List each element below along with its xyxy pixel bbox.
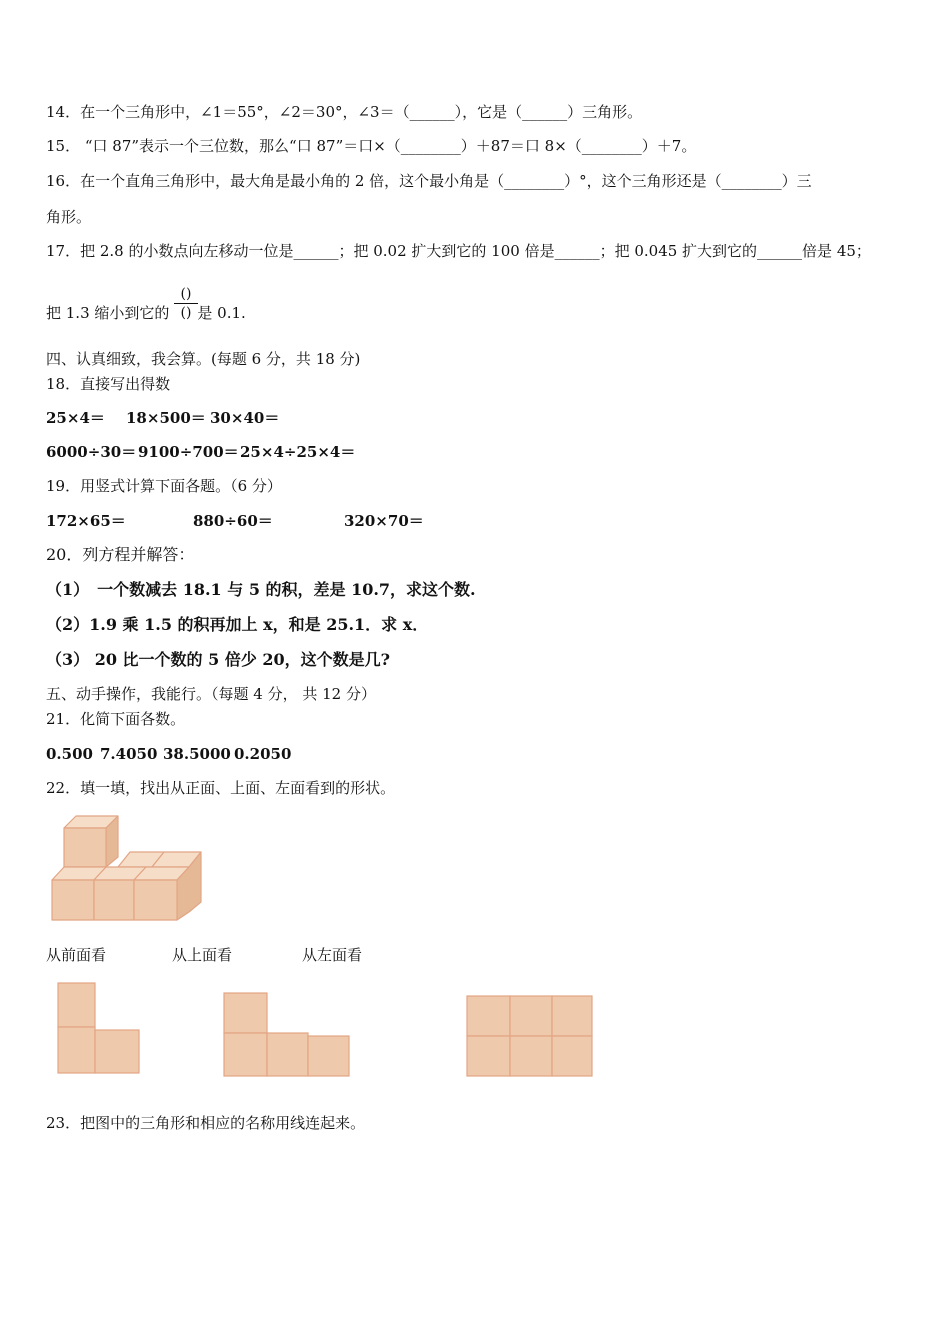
- view-square: [552, 996, 592, 1036]
- view-square: [467, 996, 510, 1036]
- view-square: [58, 1027, 95, 1073]
- question-23-title: 23．把图中的三角形和相应的名称用线连起来。: [46, 1114, 366, 1132]
- q18-item-6: 25×4÷25×4＝: [240, 443, 356, 461]
- fraction-numerator: (): [180, 286, 192, 302]
- view-square: [510, 996, 552, 1036]
- q20-item-1: （1） 一个数减去 18.1 与 5 的积，差是 10.7，求这个数.: [46, 580, 476, 599]
- section-5-heading: 五、动手操作，我能行。（每题 4 分， 共 12 分）: [46, 685, 376, 703]
- q18-item-4: 6000÷30＝: [46, 443, 137, 461]
- view-square: [95, 1030, 139, 1073]
- q19-item-3: 320×70＝: [344, 512, 424, 530]
- q20-item-3: （3） 20 比一个数的 5 倍少 20，这个数是几?: [46, 650, 391, 669]
- view-square: [58, 983, 95, 1027]
- question-17-line-1: 17．把 2.8 的小数点向左移动一位是______；把 0.02 扩大到它的 100 倍是______；把 0.045 扩大到它的______倍是 45；: [46, 242, 871, 260]
- question-16-line-1: 16．在一个直角三角形中，最大角是最小角的 2 倍，这个最小角是（________）°，这个三角形还是（________）三: [46, 172, 812, 190]
- q21-number-1: 0.500: [46, 745, 93, 763]
- view-label-front: 从前面看: [46, 946, 107, 964]
- question-16-line-2: 角形。: [46, 208, 92, 226]
- q18-item-1: 25×4＝: [46, 409, 105, 427]
- left-view-figure: [467, 996, 592, 1076]
- view-square: [308, 1036, 349, 1076]
- question-20-title: 20．列方程并解答：: [46, 545, 195, 564]
- question-21-title: 21．化简下面各数。: [46, 710, 186, 728]
- question-18-title: 18．直接写出得数: [46, 375, 171, 393]
- q21-number-4: 0.2050: [234, 745, 292, 763]
- front-view-figure: [58, 983, 139, 1073]
- question-22-title: 22．填一填，找出从正面、上面、左面看到的形状。: [46, 779, 396, 797]
- q21-number-2: 7.4050: [100, 745, 158, 763]
- fraction-denominator: (): [180, 305, 192, 321]
- q21-number-3: 38.5000: [163, 745, 231, 763]
- q18-item-5: 9100÷700＝: [138, 443, 239, 461]
- q18-item-3: 30×40＝: [210, 409, 280, 427]
- question-17-line-2-prefix: 把 1.3 缩小到它的: [46, 304, 170, 322]
- cube-front-face: [134, 880, 177, 920]
- section-4-heading: 四、认真细致，我会算。(每题 6 分，共 18 分): [46, 350, 361, 368]
- view-label-left: 从左面看: [302, 946, 363, 964]
- question-19-title: 19．用竖式计算下面各题。（6 分）: [46, 477, 282, 495]
- cube-front-face: [64, 828, 106, 867]
- q20-item-2: （2）1.9 乘 1.5 的积再加上 x，和是 25.1．求 x．: [46, 615, 429, 634]
- view-square: [267, 1033, 308, 1076]
- cube-front-face: [52, 880, 94, 920]
- q19-item-2: 880÷60＝: [193, 512, 273, 530]
- view-square: [510, 1036, 552, 1076]
- view-label-top: 从上面看: [172, 946, 233, 964]
- question-14: 14．在一个三角形中，∠1＝55°，∠2＝30°，∠3＝（______），它是（______）三角形。: [46, 103, 643, 121]
- view-square: [467, 1036, 510, 1076]
- view-square: [224, 1033, 267, 1076]
- cube-front-face: [94, 880, 134, 920]
- question-17-line-2-suffix: 是 0.1.: [197, 304, 246, 322]
- view-square: [224, 993, 267, 1033]
- q19-item-1: 172×65＝: [46, 512, 126, 530]
- top-view-figure: [224, 993, 349, 1076]
- q18-item-2: 18×500＝: [126, 409, 206, 427]
- question-15: 15． “口 87”表示一个三位数，那么“口 87”＝口×（________）＋87＝口 8×（________）＋7。: [46, 137, 697, 155]
- view-square: [552, 1036, 592, 1076]
